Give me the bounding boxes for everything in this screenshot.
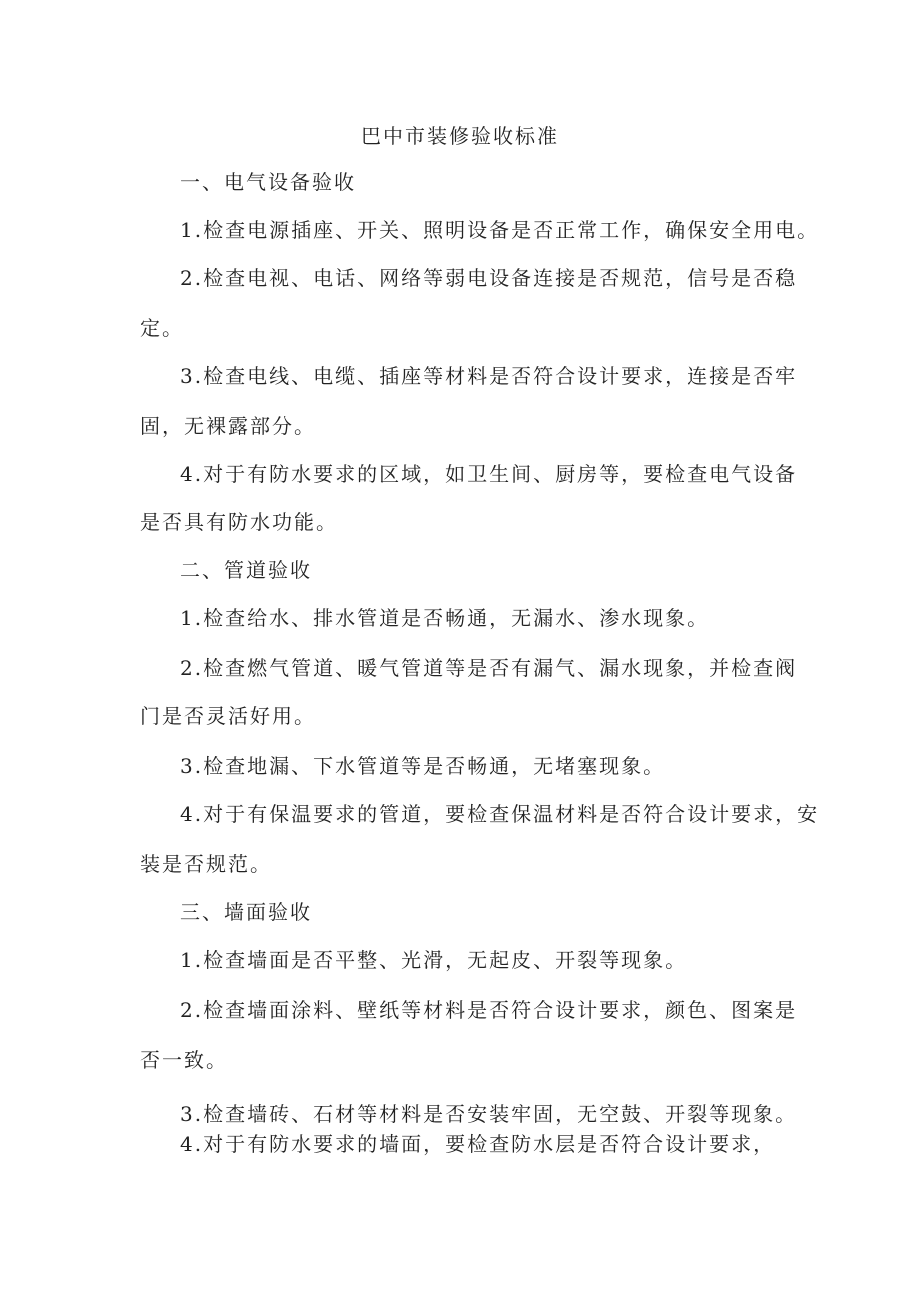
paragraph-line: 1.检查给水、排水管道是否畅通，无漏水、渗水现象。 [180, 606, 710, 630]
paragraph-line: 3.检查墙砖、石材等材料是否安装牢固，无空鼓、开裂等现象。 [180, 1102, 798, 1126]
paragraph-line: 固，无裸露部分。 [140, 414, 316, 438]
paragraph-line: 否一致。 [140, 1048, 228, 1072]
paragraph-line: 4.对于有防水要求的墙面，要检查防水层是否符合设计要求， [180, 1132, 776, 1156]
paragraph-line: 3.检查电线、电缆、插座等材料是否符合设计要求，连接是否牢 [180, 364, 798, 388]
paragraph-line: 定。 [140, 316, 184, 340]
paragraph-line: 装是否规范。 [140, 852, 272, 876]
paragraph-line: 是否具有防水功能。 [140, 510, 338, 534]
paragraph-line: 4.对于有保温要求的管道，要检查保温材料是否符合设计要求，安 [180, 802, 820, 826]
section-heading-electrical: 一、电气设备验收 [180, 170, 356, 194]
paragraph-line: 门是否灵活好用。 [140, 704, 316, 728]
paragraph-line: 1.检查墙面是否平整、光滑，无起皮、开裂等现象。 [180, 948, 688, 972]
paragraph-line: 1.检查电源插座、开关、照明设备是否正常工作，确保安全用电。 [180, 218, 820, 242]
paragraph-line: 2.检查电视、电话、网络等弱电设备连接是否规范，信号是否稳 [180, 266, 798, 290]
paragraph-line: 2.检查墙面涂料、壁纸等材料是否符合设计要求，颜色、图案是 [180, 998, 798, 1022]
paragraph-line: 2.检查燃气管道、暖气管道等是否有漏气、漏水现象，并检查阀 [180, 656, 798, 680]
paragraph-line: 4.对于有防水要求的区域，如卫生间、厨房等，要检查电气设备 [180, 462, 798, 486]
section-heading-walls: 三、墙面验收 [180, 900, 312, 924]
paragraph-line: 3.检查地漏、下水管道等是否畅通，无堵塞现象。 [180, 754, 666, 778]
section-heading-pipes: 二、管道验收 [180, 558, 312, 582]
page-title: 巴中市装修验收标准 [361, 124, 559, 148]
